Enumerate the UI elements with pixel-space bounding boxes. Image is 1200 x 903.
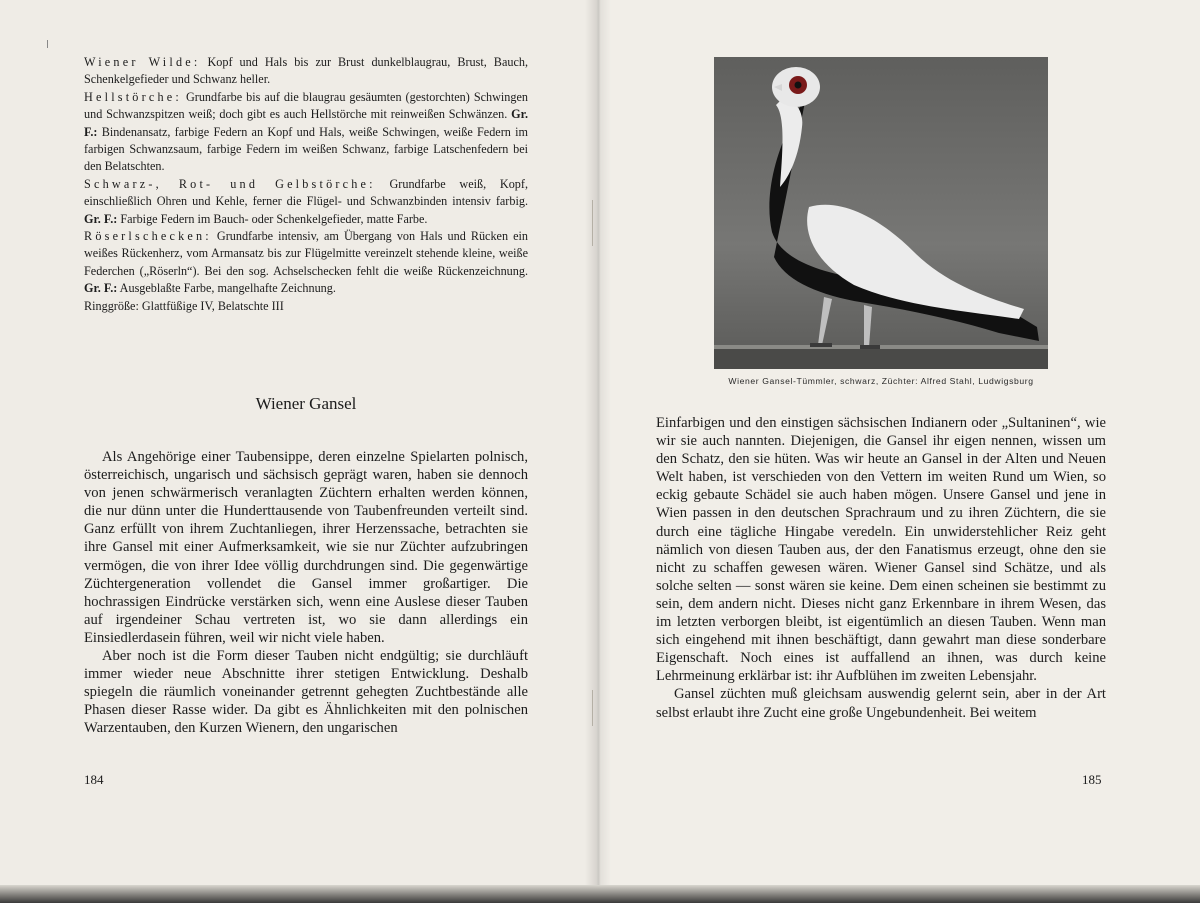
faults-text: Farbige Federn im Bauch- oder Schenkelgefieder, matte Farbe. <box>117 211 428 226</box>
binding-stitch <box>592 200 593 246</box>
paragraph: Aber noch ist die Form dieser Tauben nicht endgültig; sie durchläuft immer wieder neue Abschnitte ihrer stetigen Entwicklung. Deshalb spiegeln die räumlich voneinander getrennt gehegten Zuchtbestände alle Phasen dieser Rasse wider. Da gibt es Ähnlichkeiten mit den polnischen Warzentauben, den Kurzen Wienern, den ungarischen <box>84 648 528 737</box>
paragraph: Gansel züchten muß gleichsam auswendig gelernt sein, aber in der Art selbst erlaubt ihre Zucht eine große Ungebundenheit. Bei weitem <box>656 686 1106 721</box>
breed-name: Röserlschecken: <box>84 229 212 244</box>
page-number: 184 <box>84 772 104 787</box>
breed-name: Wiener Wilde: <box>84 55 201 69</box>
breed-text: Grundfarbe weiß, Kopf, einschließlich Ohren und Kehle, ferner die Flügel- und Schwanzbinden intensiv farbig. <box>84 176 528 209</box>
book-edge-shadow <box>0 885 1200 903</box>
breed-name: Schwarz-, Rot- und Gelbstörche: <box>84 176 376 191</box>
breed-entry <box>84 176 528 228</box>
breed-entry <box>84 54 528 89</box>
binding-stitch <box>592 690 593 726</box>
breed-name: Hellstörche: <box>84 89 182 104</box>
photo-caption: Wiener Gansel-Tümmler, schwarz, Züchter: Alfred Stahl, Ludwigsburg <box>728 376 1034 386</box>
margin-mark <box>47 40 48 48</box>
section-heading: Wiener Gansel <box>255 394 357 413</box>
paragraph: Einfarbigen und den einstigen sächsischen Indianern oder „Sultaninen“, wie wir sie auch nannten. Diejenigen, die Gansel ihr eigen nennen, wissen um den Schatz, den sie hüten. Was wir heute an Gansel in der Alten und Neuen Welt haben, ist verschieden von den Vettern im weiten Rund um Wien, so eckig gebaute Schädel sie auch haben mögen. Unsere Gansel und jene in Wien passen in den deutschen Sprachraum und zu ihren Züchtern, die sie durch eine tägliche Hingabe veredeln. Ein unwiderstehlicher Reiz geht nämlich von diesen Tauben aus, der den Fanatismus erzeugt, ohne den sie nicht zu schaffen gewesen wären. Wiener Gansel sind Schätze, und als solche selten — sonst wären sie keine. Dem einen scheinen sie bestimmt zu sein, dem andern nicht. Dieses nicht ganz Erkennbare in ihrem Wesen, das im letzten verborgen bleibt, ist eigentümlich an diesen Tauben. Wenn man sich eingehend mit ihnen beschäftigt, dann gewahrt man diese sonderbare Eigenschaft. Noch eines ist auffallend an ihnen, was durch keine Lehrmeinung erklärbar ist: ihr Aufblühen im zweiten Lebensjahr. <box>656 415 1106 685</box>
faults-text: Ausgeblaßte Farbe, mangelhafte Zeichnung. <box>117 281 336 296</box>
faults-label: Gr. F.: <box>84 281 118 296</box>
breed-descriptions <box>84 54 528 315</box>
left-page <box>0 0 598 903</box>
faults-label: Gr. F.: <box>84 211 118 226</box>
page-number: 185 <box>1082 772 1102 787</box>
breed-text: Grundfarbe intensiv, am Übergang von Hals und Rücken ein weißes Rückenherz, vom Armansatz bis zur Flügelmitte vereinzelt stehende kleine, weiße Federchen („Röserln“). Bei den sog. Achselschecken fehlt die weiße Rückenzeichnung. <box>84 229 528 278</box>
breed-text: Grundfarbe bis auf die blaugrau gesäumten (gestorchten) Schwingen und Schwanzspitzen weiß; doch gibt es auch Hellstörche mit reinweißen Schwänzen. <box>84 89 528 122</box>
pigeon-illustration <box>714 57 1048 369</box>
ring-size: Ringgröße: Glattfüßige IV, Belatschte III <box>84 298 284 313</box>
breed-entry <box>84 228 528 298</box>
breed-text: Kopf und Hals bis zur Brust dunkelblaugrau, Brust, Bauch, Schenkelgefieder und Schwanz heller. <box>84 55 528 87</box>
body-text-right <box>656 414 1106 722</box>
pigeon-photo <box>714 57 1048 369</box>
faults-text: Bindenansatz, farbige Federn an Kopf und Hals, weiße Schwingen, weiße Federn im farbigen Schwanzsaum, farbige Federn im weißen Schwanz, farbige Latschenfedern bei den Belatschten. <box>84 124 528 174</box>
faults-label: Gr. F.: <box>84 107 528 139</box>
body-text-left <box>84 448 528 738</box>
breed-entry <box>84 89 528 176</box>
paragraph: Als Angehörige einer Taubensippe, deren einzelne Spielarten polnisch, österreichisch, ungarisch und sächsisch geprägt waren, haben sie dennoch von jenen schwärmerisch veranlagten Züchtern erhalten werden können, die nur dünn unter die Hunderttausende von Taubenfreunden verteilt sind. Ganz erfüllt von ihrem Zuchtanliegen, ihrer Herzenssache, betrachten sie ihre Gansel mit einer Aufmerksamkeit, wie sie nur Züchter aufzubringen vermögen, die von ihrer Idee völlig durchdrungen sind. Die gegenwärtige Züchtergeneration vollendet die Gansel immer großartiger. Die hochrassigen Eindrücke verstärken sich, wenn eine Auslese dieser Tauben auf irgendeiner Schau vertreten ist, wo sie dann allerdings ein Einsiedlerdasein führen, weil wir nicht viele haben. <box>84 449 528 646</box>
